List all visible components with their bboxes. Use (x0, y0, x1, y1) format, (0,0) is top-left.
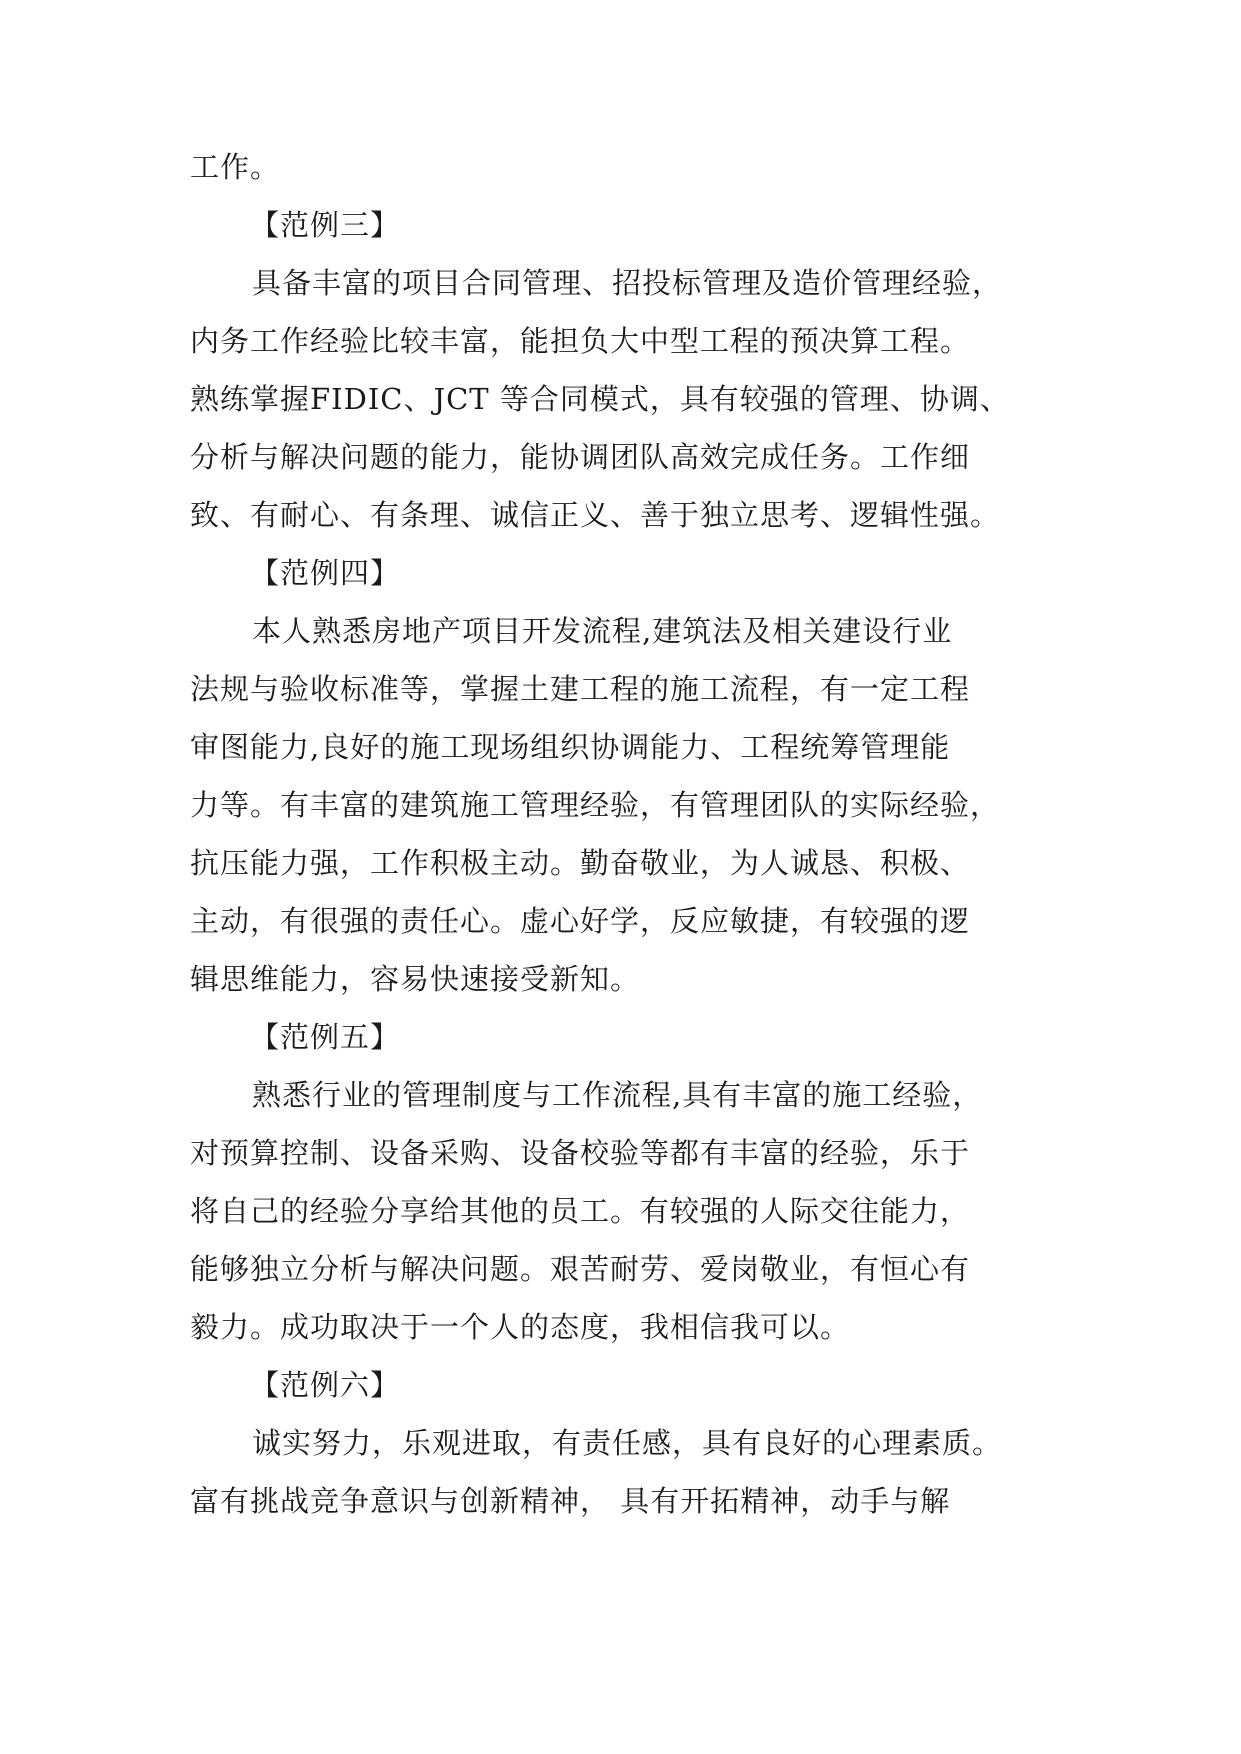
text-line: 工作。 (190, 150, 281, 184)
text-line: 主动，有很强的责任心。虚心好学，反应敏捷，有较强的逻 (190, 904, 971, 938)
section-heading-example-6: 【范例六】 (250, 1368, 401, 1402)
section-heading-example-3: 【范例三】 (250, 208, 401, 242)
text-line: 富有挑战竞争意识与创新精神， 具有开拓精神，动手与解 (190, 1484, 951, 1518)
section-heading-example-4: 【范例四】 (250, 556, 401, 590)
text-line: 内务工作经验比较丰富，能担负大中型工程的预决算工程。 (190, 324, 971, 358)
text-line: 熟悉行业的管理制度与工作流程,具有丰富的施工经验， (252, 1078, 983, 1112)
section-heading-example-5: 【范例五】 (250, 1020, 401, 1054)
text-line: 毅力。成功取决于一个人的态度，我相信我可以。 (190, 1310, 851, 1344)
text-line: 分析与解决问题的能力，能协调团队高效完成任务。工作细 (190, 440, 971, 474)
text-line: 能够独立分析与解决问题。艰苦耐劳、爱岗敬业，有恒心有 (190, 1252, 971, 1286)
text-line: 力等。有丰富的建筑施工管理经验，有管理团队的实际经验， (190, 788, 1001, 822)
text-line: 本人熟悉房地产项目开发流程,建筑法及相关建设行业 (252, 614, 953, 648)
text-line: 抗压能力强，工作积极主动。勤奋敬业，为人诚恳、积极、 (190, 846, 971, 880)
text-line: 具备丰富的项目合同管理、招投标管理及造价管理经验， (252, 266, 1003, 300)
text-line: 诚实努力，乐观进取，有责任感，具有良好的心理素质。 (252, 1426, 1003, 1460)
text-line: 法规与验收标准等，掌握土建工程的施工流程，有一定工程 (190, 672, 971, 706)
text-line: 辑思维能力，容易快速接受新知。 (190, 962, 641, 996)
text-line: 致、有耐心、有条理、诚信正义、善于独立思考、逻辑性强。 (190, 498, 1001, 532)
text-line: 对预算控制、设备采购、设备校验等都有丰富的经验，乐于 (190, 1136, 971, 1170)
text-line: 审图能力,良好的施工现场组织协调能力、工程统筹管理能 (190, 730, 951, 764)
text-line: 熟练掌握FIDIC、JCT 等合同模式，具有较强的管理、协调、 (190, 382, 1010, 416)
text-line: 将自己的经验分享给其他的员工。有较强的人际交往能力， (190, 1194, 971, 1228)
